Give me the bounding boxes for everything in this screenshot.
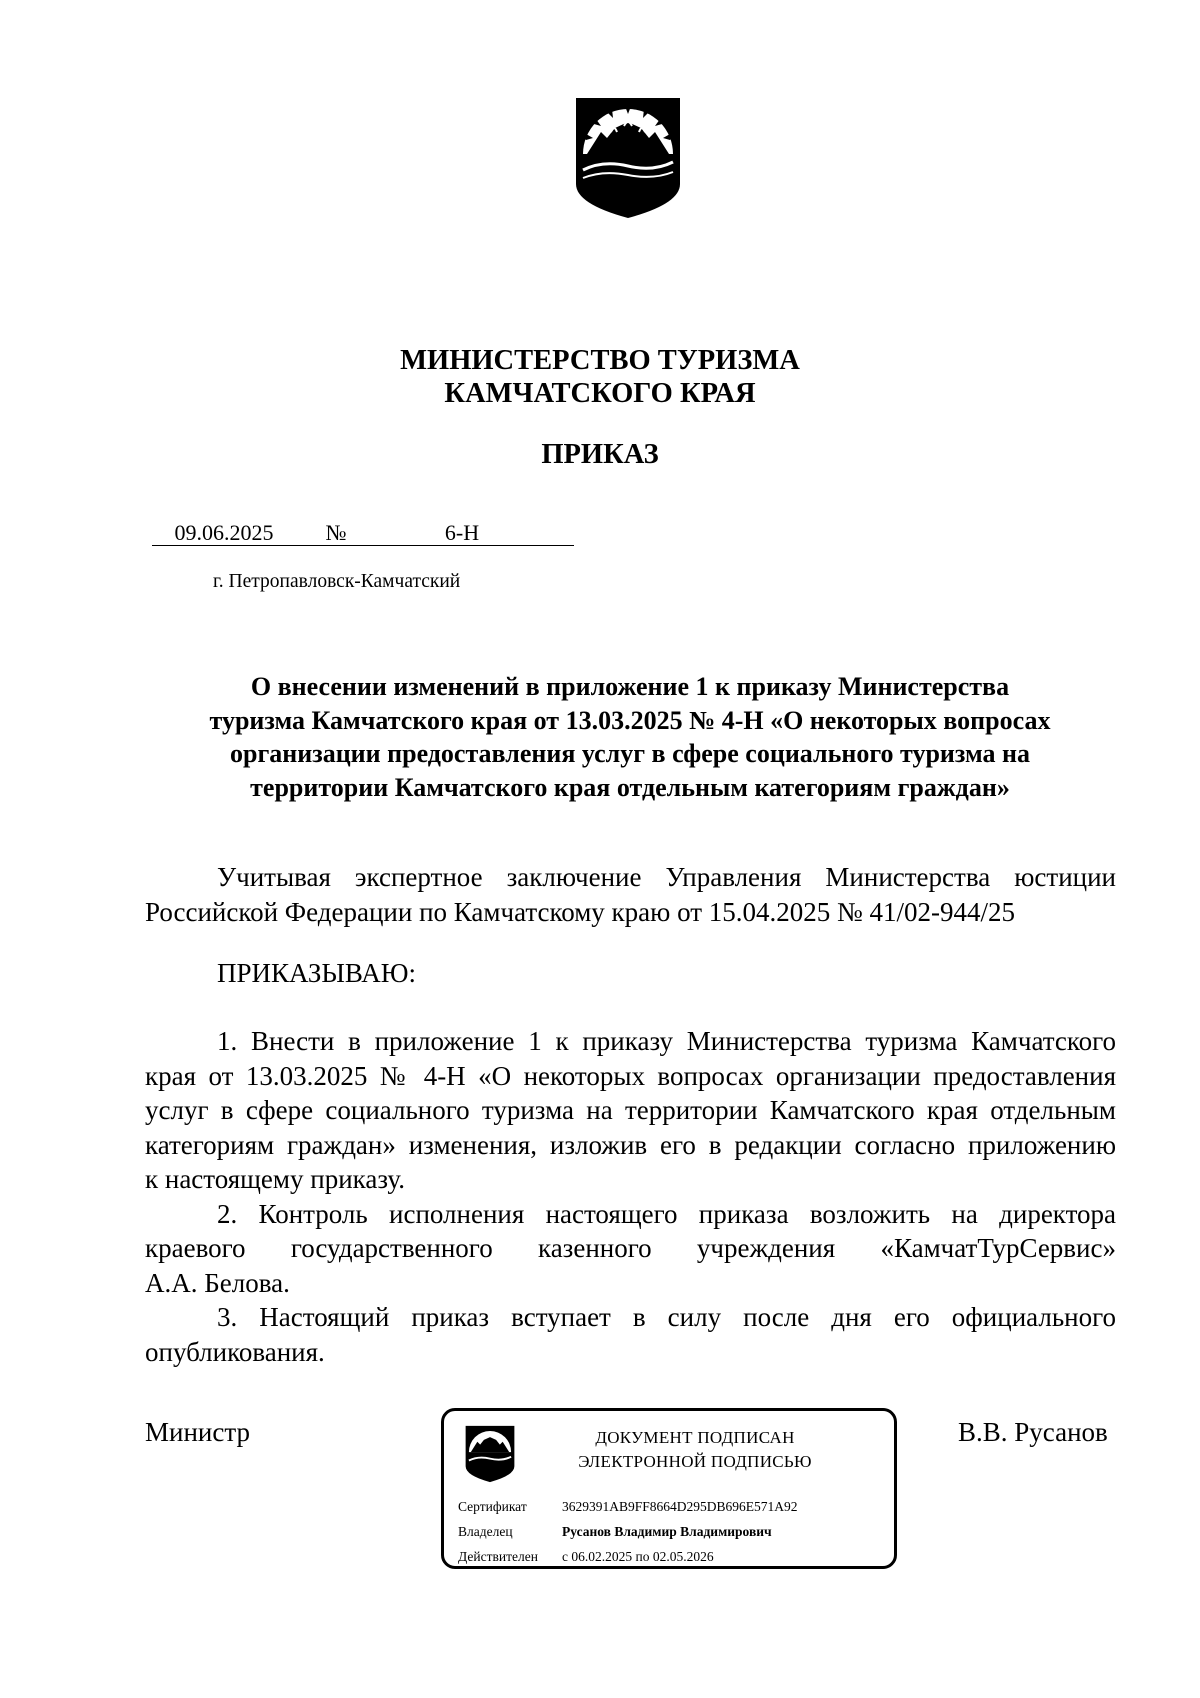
date-number-separator: [296, 522, 322, 546]
number-sign: №: [322, 522, 350, 546]
heading-line: территории Камчатского края отдельным категориям граждан»: [250, 772, 1010, 802]
certificate-value: 3629391AB9FF8664D295DB696E571A92: [562, 1499, 798, 1514]
item2-line: А.А. Белова.: [145, 1267, 290, 1298]
stamp-validity-row: [458, 1549, 714, 1565]
item3-line: 3. Настоящий приказ вступает в силу после дня его официального: [217, 1302, 1116, 1332]
order-date: 09.06.2025: [152, 522, 296, 546]
owner-label: Владелец: [458, 1524, 513, 1539]
item3-line: опубликования.: [145, 1336, 325, 1367]
item1-line: края от 13.03.2025 № 4-Н «О некоторых вопросах организации предоставления: [145, 1060, 1116, 1091]
heading-line: О внесении изменений в приложение 1 к приказу Министерства: [250, 672, 1010, 701]
kamchatka-coat-of-arms-icon: [462, 1423, 518, 1483]
signer-name: В.В. Русанов: [958, 1417, 1108, 1447]
order-number: 6-Н: [350, 522, 574, 546]
city: г. Петропавловск-Камчатский: [213, 571, 461, 592]
order-items: [145, 1024, 1116, 1369]
kamchatka-coat-of-arms-icon: [573, 92, 683, 220]
stamp-owner-row: [458, 1524, 772, 1540]
item1-line: к настоящему приказу.: [145, 1164, 405, 1194]
item1-line: категориям граждан» изменения, изложив его в редакции согласно приложению: [145, 1129, 1116, 1160]
item1-line: 1. Внести в приложение 1 к приказу Министерства туризма Камчатского: [217, 1026, 1116, 1056]
intro-line: Учитывая экспертное заключение Управления Министерства юстиции: [217, 862, 1116, 892]
validity-label: Действителен: [458, 1549, 538, 1564]
stamp-title-line1: ДОКУМЕНТ ПОДПИСАН: [595, 1428, 795, 1447]
item1-line: услуг в сфере социального туризма на территории Камчатского края отдельным: [145, 1095, 1116, 1125]
intro-line: Российской Федерации по Камчатскому краю от 15.04.2025 № 41/02-944/25: [145, 896, 1016, 927]
item2-line: 2. Контроль исполнения настоящего приказа возложить на директора: [217, 1198, 1116, 1229]
order-heading: [150, 670, 1110, 804]
intro-paragraph: [145, 860, 1116, 929]
certificate-label: Сертификат: [458, 1499, 527, 1514]
item2-line: краевого государственного казенного учреждения «КамчатТурСервис»: [145, 1233, 1116, 1263]
order-word: ПРИКАЗЫВАЮ:: [217, 958, 416, 988]
stamp-title: [530, 1426, 860, 1474]
electronic-signature-stamp: [441, 1408, 897, 1569]
document-type: ПРИКАЗ: [541, 439, 659, 470]
heading-line: организации предоставления услуг в сфере социального туризма на: [230, 739, 1030, 768]
signer-position: Министр: [145, 1417, 250, 1447]
stamp-certificate-row: [458, 1499, 798, 1515]
heading-line: туризма Камчатского края от 13.03.2025 № 4-Н «О некоторых вопросах: [209, 705, 1051, 735]
owner-value: Русанов Владимир Владимирович: [562, 1524, 772, 1539]
stamp-title-line2: ЭЛЕКТРОННОЙ ПОДПИСЬЮ: [578, 1452, 812, 1471]
ministry-name-line2: КАМЧАТСКОГО КРАЯ: [444, 378, 756, 409]
validity-value: с 06.02.2025 по 02.05.2026: [562, 1549, 714, 1564]
ministry-name-line1: МИНИСТЕРСТВО ТУРИЗМА: [400, 345, 800, 376]
